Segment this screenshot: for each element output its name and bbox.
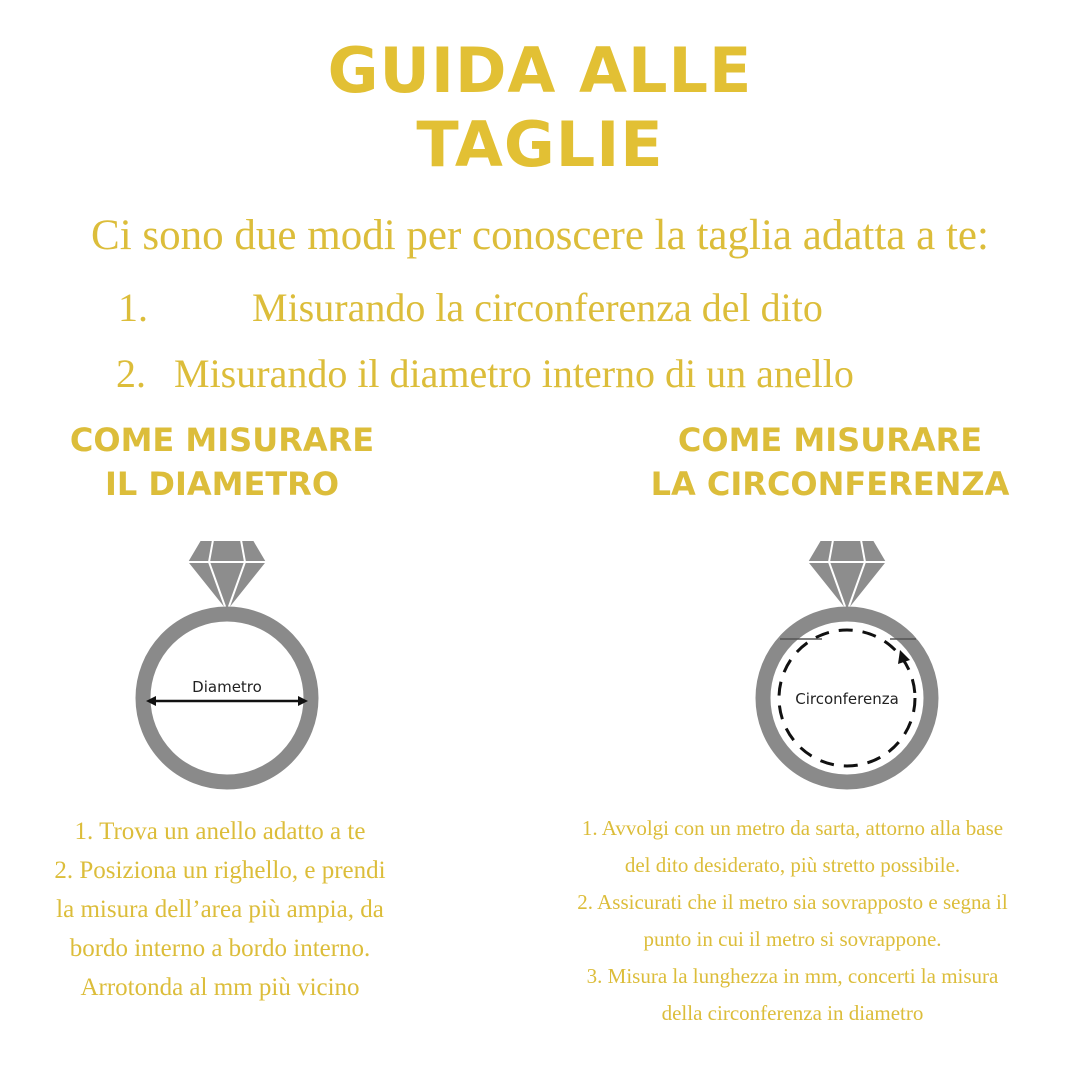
method-1-number: 1. (118, 285, 148, 330)
intro-text: Ci sono due modi per conoscere la taglia adatta a te: (91, 212, 989, 259)
page-title-line2: TAGLIE (416, 108, 664, 181)
circumference-heading-line2: LA CIRCONFERENZA (650, 465, 1010, 503)
circumference-step-line: 1. Avvolgi con un metro da sarta, attorno alla base (581, 816, 1004, 840)
circumference-step-line: 3. Misura la lunghezza in mm, concerti la misura (586, 964, 999, 988)
ring-band (143, 614, 311, 782)
method-2-number: 2. (116, 351, 146, 396)
circumference-heading-line1: COME MISURARE (677, 421, 983, 459)
diameter-step-line: 1. Trova un anello adatto a te (74, 818, 366, 845)
circumference-step-line: della circonferenza in diametro (661, 1001, 924, 1025)
circumference-step-line: punto in cui il metro si sovrappone. (643, 927, 942, 951)
diameter-step-line: Arrotonda al mm più vicino (80, 974, 360, 1001)
diamond-ring-icon (750, 540, 944, 800)
ring-label-diametro: Diametro (192, 678, 262, 696)
diameter-step-line: la misura dell’area più ampia, da (56, 896, 384, 923)
diameter-heading (32, 418, 412, 506)
page-title-line1: GUIDA ALLE (327, 34, 753, 107)
method-2-text: Misurando il diametro interno di un anello (174, 351, 854, 396)
circumference-heading (620, 418, 1040, 506)
diamond-icon (187, 540, 267, 612)
diameter-heading-line2: IL DIAMETRO (104, 465, 340, 503)
diameter-steps (10, 812, 430, 1007)
ring-label-circonferenza: Circonferenza (795, 690, 899, 708)
diameter-arrow (146, 696, 308, 706)
diamond-ring-icon (130, 540, 324, 800)
circumference-steps (520, 810, 1065, 1032)
diameter-heading-line1: COME MISURARE (69, 421, 375, 459)
diameter-step-line: bordo interno a bordo interno. (69, 935, 371, 962)
diamond-icon (807, 540, 887, 612)
diameter-step-line: 2. Posiziona un righello, e prendi (54, 857, 386, 884)
method-1-text: Misurando la circonferenza del dito (252, 285, 823, 330)
circumference-step-line: del dito desiderato, più stretto possibile. (624, 853, 961, 877)
circumference-step-line: 2. Assicurati che il metro sia sovrapposto e segna il (577, 890, 1008, 914)
